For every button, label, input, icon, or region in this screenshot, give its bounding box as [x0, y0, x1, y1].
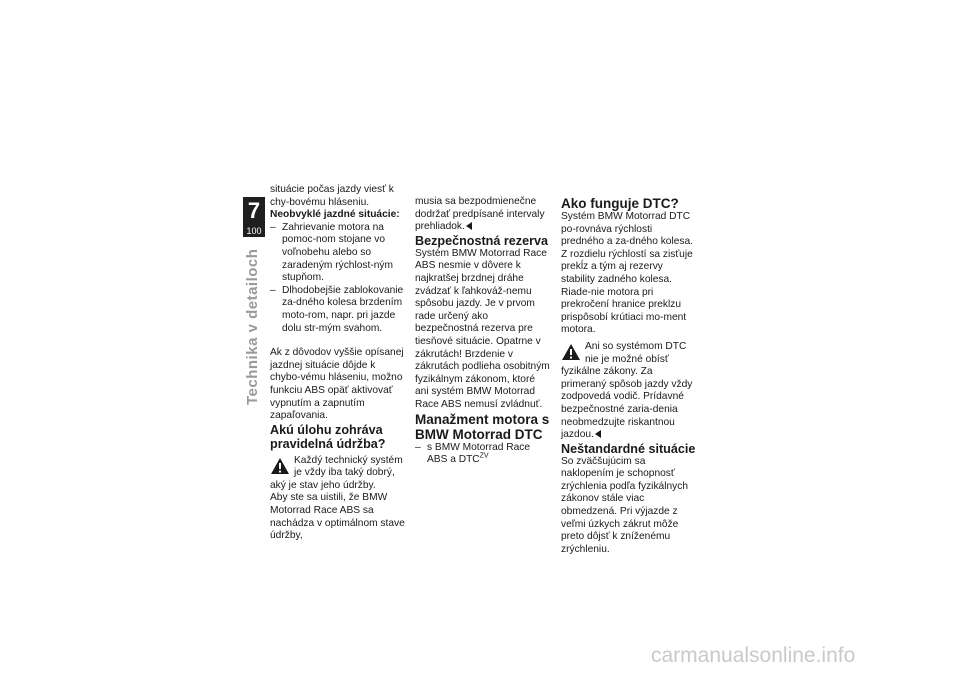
page-number: 100	[246, 226, 262, 236]
warning-text: Každý technický systém je vždy iba taký dobrý, aký je stav jeho údržby.	[270, 454, 403, 491]
intro-text: situácie počas jazdy viesť k chy-bovému hláseniu.	[270, 184, 394, 208]
warning-text: Ani so systémom DTC nie je možné obísť fyzikálne zákony. Za primeraný spôsob jazdy vždy zodpovedá vodič. Prídavné bezpečnostné zaria-denia neobmedzujte riskantnou jazdou.	[561, 340, 693, 441]
heading-safety-reserve: Bezpečnostná rezerva	[415, 233, 548, 248]
chapter-number: 7	[247, 198, 261, 223]
warning-block	[270, 455, 405, 493]
warning-icon	[270, 457, 290, 475]
end-of-section-icon	[466, 222, 472, 230]
heading-how-dtc-works: Ako funguje DTC?	[561, 196, 679, 211]
heading-engine-management: Manažment motora s BMW Motorrad DTC	[415, 411, 550, 442]
engine-list	[415, 442, 550, 467]
continuation-text: musia sa bezpodmienečne dodržať predpísané intervaly prehliadok.	[415, 196, 545, 233]
list-item: – Zahrievanie motora na pomoc-nom stojane vo voľnobehu alebo so zaradeným rýchlost-ným stupňom.	[270, 222, 405, 285]
heading-unusual-situations: Neobvyklé jazdné situácie:	[270, 209, 400, 221]
column-2	[415, 196, 550, 467]
section-title: Technika v detailoch	[244, 248, 261, 405]
maintenance-text: Aby ste sa uistili, že BMW Motorrad Race ABS sa nachádza v optimálnom stave údržby,	[270, 492, 405, 542]
watermark: carmanualsonline.info	[651, 644, 856, 667]
heading-non-standard-situations: Neštandardné situácie	[561, 441, 696, 456]
warning-icon	[561, 343, 581, 361]
unusual-situations-list	[270, 222, 405, 335]
list-item: – s BMW Motorrad Race ABS a $DTC^{ZV}$	[415, 442, 550, 467]
unusual-text: So zväčšujúcim sa naklopením je schopnosť zrýchlenia podľa fyzikálnych zákonov stále viac obmedzená. Pri výjazde z veľmi úzkych zákrut môže preto dôjsť k zníženému zrýchleniu.	[561, 455, 688, 555]
end-of-section-icon	[595, 430, 601, 438]
safety-text: Systém BMW Motorrad Race ABS nesmie v dôvere k najkratšej brzdnej dráhe zvádzať k ľahkováž-nemu spôsobu jazdy. Je v prvom rade určený ako bezpečnostná rezerva pre tiesňové situácie. Opatrne v zákrutách! Brzdenie v zákrutách podlieha osobitným fyzikálnym zákonom, ktoré ani systém BMW Motorrad Race ABS nemusí zvládnuť.	[415, 247, 550, 410]
how-text: Systém BMW Motorrad DTC po-rovnáva rýchlosti predného a za-dného kolesa. Z rozdielu rýchlostí sa zisťuje prekĺz a tým aj rezervy stability zadného kolesa. Riade-nie motora pri prekročení hranice preklzu prispôsobí krútiaci mo-ment motora.	[561, 211, 693, 336]
heading-maintenance: Akú úlohu zohráva pravidelná údržba?	[270, 422, 386, 451]
list-item: – Dlhodobejšie zablokovanie za-dného kolesa brzdením moto-rom, napr. pri jazde dolu str-mým svahom.	[270, 285, 405, 335]
reactivate-text: Ak z dôvodov vyššie opísanej jazdnej situácie dôjde k chybo-vému hláseniu, možno funkciu ABS opäť aktivovať vypnutím a zapnutím zapaľovania.	[270, 347, 404, 422]
column-1	[270, 184, 405, 543]
column-3	[561, 196, 698, 556]
warning-block	[561, 341, 698, 442]
